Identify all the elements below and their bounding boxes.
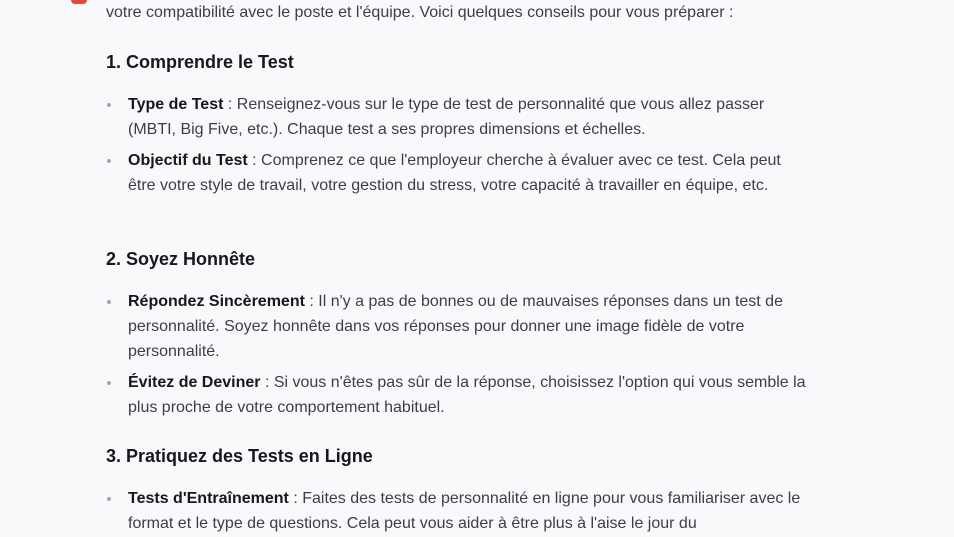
list-item-term: Répondez Sincèrement [128,293,305,310]
list-item-term: Type de Test [128,96,224,113]
bullet-list [106,486,806,537]
list-item-term: Évitez de Deviner [128,374,261,391]
list-item-text: : Il n'y a pas de bonnes ou de mauvaises réponses dans un test de personnalité. Soyez honnête dans vos réponses pour donner une image fidèle de votre personnalité. [128,293,783,360]
bullet-list [106,289,806,426]
list-item-term: Objectif du Test [128,152,248,169]
section-heading: 3. Pratiquez des Tests en Ligne [106,446,373,466]
list-item-text: : Faites des tests de personnalité en ligne pour vous familiariser avec le format et le type de questions. Cela peut vous aider à être plus à l'aise le jour du [128,490,801,532]
list-item-term: Tests d'Entraînement [128,490,289,507]
bullet-dot-icon [107,300,111,304]
section-heading: 1. Comprendre le Test [106,52,294,72]
bullet-dot-icon [107,103,111,107]
intro-paragraph: votre compatibilité avec le poste et l'équipe. Voici quelques conseils pour vous préparer : [106,4,734,21]
list-item-text: : Si vous n'êtes pas sûr de la réponse, choisissez l'option qui vous semble la plus proche de votre comportement habituel. [128,374,806,416]
bullet-dot-icon [107,159,111,163]
list-item [106,92,806,142]
list-item [106,370,806,420]
list-item [106,148,806,198]
assistant-avatar-icon [71,0,87,4]
bullet-list [106,92,806,204]
list-item [106,486,806,536]
list-item [106,289,806,364]
section-heading: 2. Soyez Honnête [106,249,256,269]
list-item-text: : Renseignez-vous sur le type de test de personnalité que vous allez passer (MBTI, Big Five, etc.). Chaque test a ses propres dimensions et échelles. [128,96,765,138]
bullet-dot-icon [107,381,111,385]
list-item-text: : Comprenez ce que l'employeur cherche à évaluer avec ce test. Cela peut être votre style de travail, votre gestion du stress, votre capacité à travailler en équipe, etc. [128,152,781,194]
bullet-dot-icon [107,497,111,501]
